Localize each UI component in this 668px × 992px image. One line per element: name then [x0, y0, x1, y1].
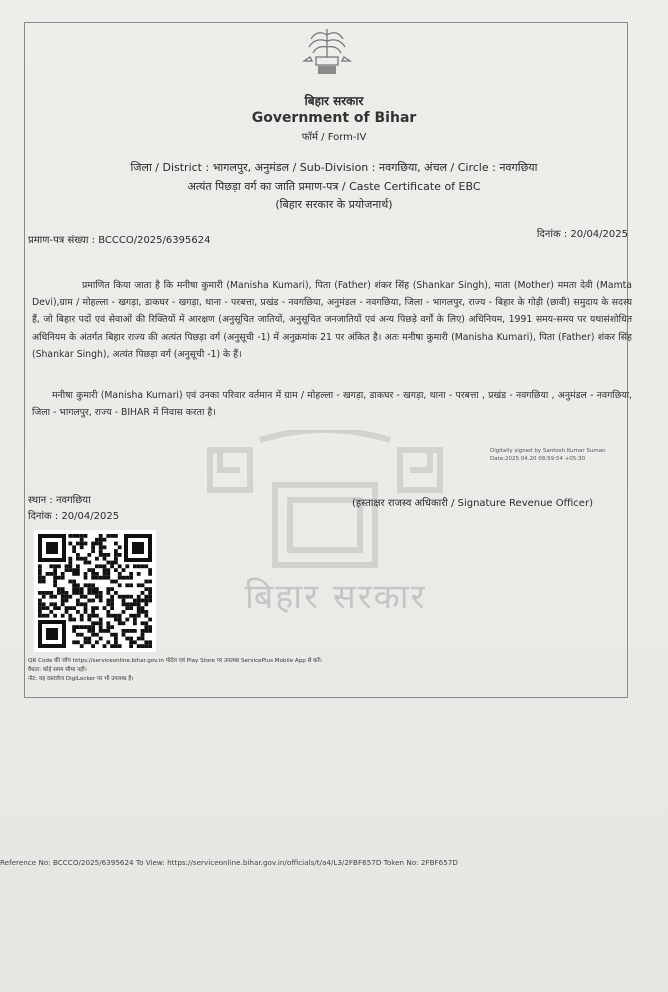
certificate-title: अत्यंत पिछड़ा वर्ग का जाति प्रमाण-पत्र / Caste Certificate of EBC [187, 180, 481, 193]
location-line: जिला / District : भागलपुर, अनुमंडल / Sub-Division : नवगछिया, अंचल / Circle : नवगछिया [130, 161, 538, 174]
bihar-emblem-icon [300, 25, 354, 77]
digital-signature [490, 447, 606, 463]
footer-notes [28, 657, 322, 684]
state-english-title: Government of Bihar [251, 110, 417, 126]
qr-code-icon [34, 530, 156, 652]
certificate-paragraph-2: मनीषा कुमारी (Manisha Kumari) एवं उनका परिवार वर्तमान में ग्राम / मोहल्ला - खगड़ा, डाकघर - खगड़ा, थाना - परबत्ता , प्रखंड - नवगछिया , अनुमंडल - नवगछिया, जिला - भागलपुर, राज्य - BIHAR में निवास करता है। [32, 390, 632, 419]
qr-note: QR Code की जाँच https://serviceonline.bihar.gov.in पोर्टल एवं Play Store पर उपलब्ध ServicePlus Mobile App से करें। [28, 658, 322, 664]
validity-note: वैधता: कोई समय सीमा नहीं। [28, 667, 87, 673]
digital-signature-date: Date:2025.04.20 08:59:54 +05:30 [490, 456, 586, 462]
form-label: फॉर्म / Form-IV [301, 132, 367, 143]
watermark-text: बिहार सरकार [245, 577, 427, 617]
certificate-paragraph-1: प्रमाणित किया जाता है कि मनीषा कुमारी (Manisha Kumari), पिता (Father) शंकर सिंह (Shankar Singh), माता (Mother) ममता देवी (Mamta Devi),ग्राम / मोहल्ला - खगड़ा, डाकघर - खगड़ा, थाना - परबत्ता, प्रखंड - नवगछिया, अनुमंडल - नवगछिया, जिला - भागलपुर, राज्य - बिहार के गोड़ी (छावी) समुदाय के सदस्य हैं, जो बिहार पदों एवं सेवाओं की रिक्तियों में आरक्षण (अनुसूचित जातियों, अनुसूचित जनजातियों एवं अन्य पिछड़े वर्गों के लिए) अधिनियम, 1991 समय-समय पर यथासंशोधित अधिनियम के अंतर्गत बिहार राज्य की अत्यंत पिछड़ा वर्ग (अनुसूची -1) में अनुक्रमांक 21 पर अंकित है। अतः मनीषा कुमारी (Manisha Kumari), पिता (Father) शंकर सिंह (Shankar Singh), अत्यंत पिछड़ा वर्ग (अनुसूची -1) के हैं। [32, 280, 632, 360]
digilocker-note: नोट: यह दस्तावेज DigiLocker पर भी उपलब्ध है। [28, 676, 134, 682]
certificate-purpose: (बिहार सरकार के प्रयोजनार्थ) [275, 198, 393, 211]
place-date-block [28, 493, 119, 525]
digital-signature-signer: Digitally signed by Santosh Kumar Suman [490, 448, 606, 454]
state-hindi-title: बिहार सरकार [304, 94, 364, 108]
reference-line: Reference No: BCCCO/2025/6395624 To View: https://serviceonline.bihar.gov.in/officials/t/a4/L3/2FBF657D Token No: 2FBF657D [0, 858, 458, 867]
place-date-label: दिनांक : 20/04/2025 [28, 511, 120, 522]
certificate-number: प्रमाण-पत्र संख्या : BCCCO/2025/6395624 [28, 235, 211, 246]
signature-label: (हस्ताक्षर राजस्व अधिकारी / Signature Revenue Officer) [352, 498, 593, 509]
issue-date: दिनांक : 20/04/2025 [536, 229, 628, 240]
place-label: स्थान : नवगछिया [28, 495, 91, 506]
